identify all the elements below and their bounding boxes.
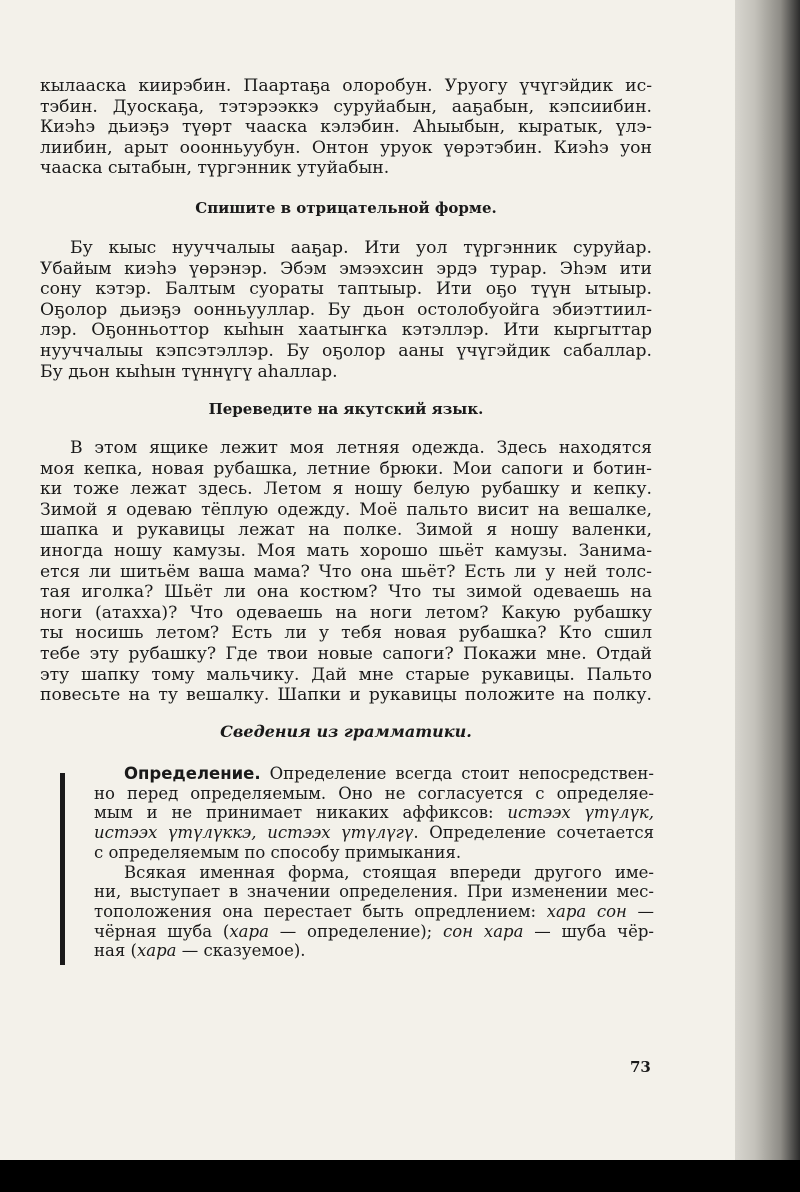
text-line: тая иголка? Шьёт ли она костюм? Что ты зимой одеваешь на [40, 582, 652, 603]
text-line: нууччалыы кэпсэтэллэр. Бу оҕолор ааны үчүгэйдик сабаллар. [40, 340, 652, 361]
text-line: эту шапку тому мальчику. Дай мне старые рукавицы. Пальто [40, 664, 652, 685]
text-line: Киэһэ дьиэҕэ түөрт чааска кэлэбин. Аһыыбын, кыратык, үлэ- [40, 117, 652, 138]
text-line: повесьте на ту вешалку. Шапки и рукавицы положите на полку. [40, 685, 652, 706]
text-line: ки тоже лежат здесь. Летом я ношу белую рубашку и кепку. [40, 479, 652, 500]
example-text: хара [229, 921, 269, 941]
scan-border [0, 1160, 800, 1192]
text-line: шапка и рукавицы лежат на полке. Зимой я ношу валенки, [40, 520, 652, 541]
text-line: мым и не принимает никаких аффиксов: истээх үтүлүк, [94, 803, 655, 823]
text-line: Бу кыыс нууччалыы ааҕар. Ити уол түргэнник суруйар. [70, 238, 652, 258]
page-edge-shadow [735, 0, 800, 1160]
text-line: ты носишь летом? Есть ли у тебя новая рубашка? Кто сшил [40, 623, 652, 644]
example-text: истээх үтүлүккэ, истээх үтүлүгү [94, 823, 414, 843]
text-line: Определение. Определение всегда стоит непосредствен- [124, 764, 654, 783]
text-line: моя кепка, новая рубашка, летние брюки. Мои сапоги и ботин- [40, 458, 652, 479]
grammar-margin-bar [60, 773, 65, 965]
text-line: Убайым киэһэ үөрэнэр. Эбэм эмээхсин эрдэ турар. Эһэм ити [40, 258, 652, 279]
paragraph-3 [40, 438, 652, 706]
paragraph-2 [40, 238, 652, 382]
paragraph-1 [40, 76, 652, 179]
text-line: кылааска киирэбин. Паартаҕа олоробун. Уруогу үчүгэйдик ис- [40, 76, 652, 96]
grammar-term: Определение. [124, 764, 261, 783]
text-line: В этом ящике лежит моя летняя одежда. Здесь находятся [70, 438, 652, 458]
text-line: ная (хара — сказуемое). [94, 941, 306, 961]
example-text: истээх үтүлүк, [507, 803, 655, 823]
exercise-heading-translate: Переведите на якутский язык. [208, 400, 484, 418]
text-line: лэр. Оҕонньоттор кыһын хаатыҥка кэтэллэр. Ити кыргыттар [40, 320, 652, 341]
text-line: чёрная шуба (хара — определение); сон хара — шуба чёр- [94, 921, 654, 941]
text-line: ни, выступает в значении определения. При изменении мес- [94, 882, 654, 902]
grammar-note [94, 764, 654, 961]
example-text: хара [136, 941, 177, 961]
example-text: хара сон [546, 901, 627, 921]
text-line: Зимой я одеваю тёплую одежду. Моё пальто висит на вешалке, [40, 499, 652, 520]
example-text: сон хара [443, 921, 524, 941]
text-line: иногда ношу камузы. Моя мать хорошо шьёт камузы. Занима- [40, 540, 652, 561]
text-line: Бу дьон кыһын түннүгү аһаллар. [40, 361, 338, 382]
text-line: ноги (атахха)? Что одеваешь на ноги летом? Какую рубашку [40, 602, 652, 623]
text-line: сону кэтэр. Балтым суораты таптыыр. Ити оҕо түүн ытыыр. [40, 279, 652, 300]
text-line: ется ли шитьём ваша мама? Что она шьёт? Есть ли у ней толс- [40, 561, 652, 582]
text-line: чааска сытабын, түргэнник утуйабын. [40, 158, 390, 179]
text-line: тебе эту рубашку? Где твои новые сапоги? Покажи мне. Отдай [40, 643, 652, 664]
text-line: истээх үтүлүккэ, истээх үтүлүгү. Определение сочетается [94, 823, 654, 843]
text-line: Оҕолор дьиэҕэ оонньууллар. Бу дьон остолобуойга эбиэттиил- [40, 299, 652, 320]
page-number: 73 [630, 1058, 651, 1076]
exercise-heading-negative: Спишите в отрицательной форме. [195, 199, 497, 217]
grammar-section-heading: Сведения из грамматики. [220, 722, 472, 741]
text-line: лиибин, арыт ооонньуубун. Онтон уруок үөрэтэбин. Киэһэ уон [40, 137, 652, 158]
text-line: Всякая именная форма, стоящая впереди другого име- [124, 862, 654, 882]
text-line: с определяемым по способу примыкания. [94, 842, 462, 862]
text-line: но перед определяемым. Оно не согласуется с определяе- [94, 783, 654, 803]
text-line: тэбин. Дуоскаҕа, тэтэрээккэ суруйабын, ааҕабын, кэпсиибин. [40, 96, 652, 117]
text-line: тоположения она перестает быть опредлением: хара сон — [94, 901, 654, 921]
